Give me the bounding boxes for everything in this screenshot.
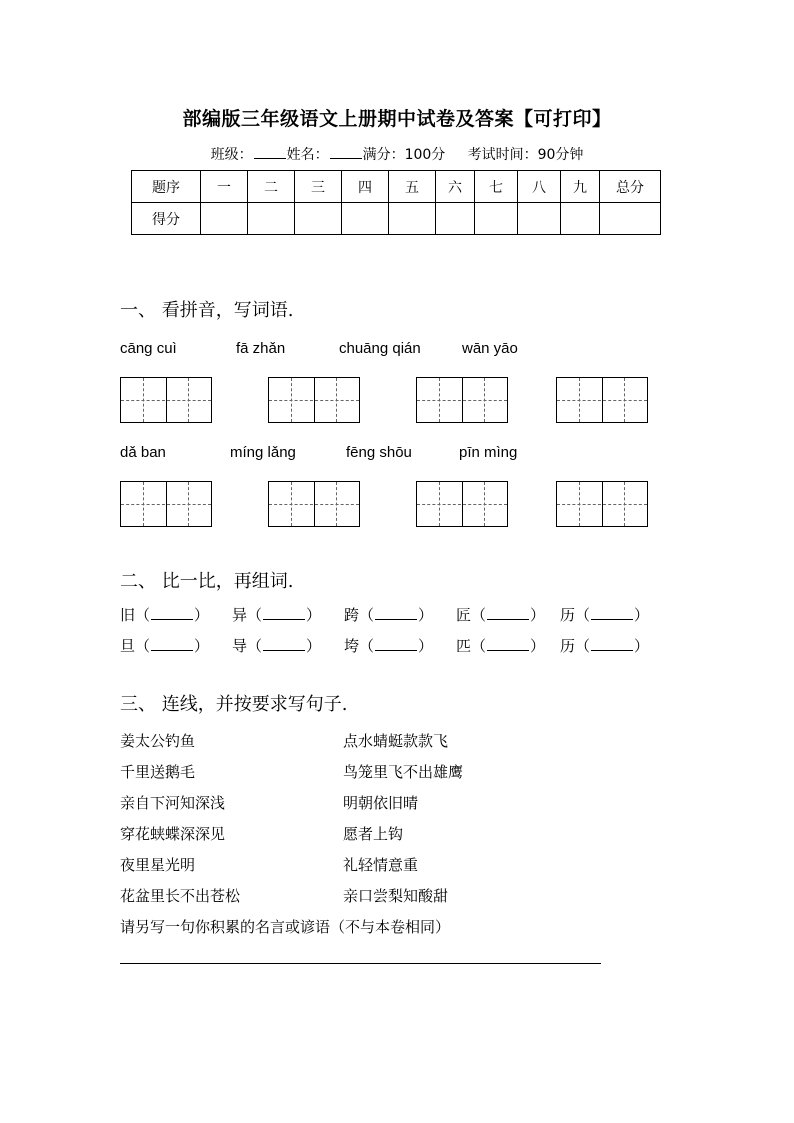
compare-char: 历 [560, 637, 576, 655]
left-phrase[interactable]: 夜里星光明 [120, 856, 196, 874]
compare-char: 旦 [120, 637, 136, 655]
header-cell: 二 [248, 171, 295, 203]
compare-char: 匹 [456, 637, 472, 655]
pinyin: fā zhǎn [236, 340, 286, 357]
answer-blank[interactable] [151, 638, 193, 651]
answer-blank[interactable] [375, 638, 417, 651]
compare-char: 旧 [120, 606, 136, 624]
compare-item: 匠（ ） [456, 606, 546, 624]
writing-grid[interactable] [416, 377, 508, 423]
right-phrase[interactable]: 愿者上钩 [343, 825, 404, 843]
answer-blank[interactable] [263, 607, 305, 620]
pinyin: pīn mìng [459, 444, 518, 461]
header-cell: 九 [561, 171, 600, 203]
score-cell[interactable] [475, 203, 518, 235]
score-cell[interactable] [600, 203, 661, 235]
compare-item: 异（ ） [232, 606, 322, 624]
right-phrase[interactable]: 明朝依旧晴 [343, 794, 419, 812]
header-cell: 四 [342, 171, 389, 203]
writing-prompt: 请另写一句你积累的名言或谚语（不与本卷相同） [120, 918, 451, 936]
compare-item: 旧（ ） [120, 606, 210, 624]
section1-heading: 一、 看拼音，写词语. [120, 300, 294, 321]
left-phrase[interactable]: 穿花蛱蝶深深见 [120, 825, 226, 843]
score-cell[interactable] [518, 203, 561, 235]
answer-blank[interactable] [263, 638, 305, 651]
class-label: 班级： [210, 147, 253, 163]
writing-grid[interactable] [120, 481, 212, 527]
compare-item: 跨（ ） [344, 606, 434, 624]
compare-item: 匹（ ） [456, 637, 546, 655]
pinyin: míng lǎng [230, 444, 296, 461]
name-blank[interactable] [330, 146, 362, 159]
right-phrase[interactable]: 点水蜻蜓款款飞 [343, 732, 449, 750]
compare-char: 异 [232, 606, 248, 624]
score-header-row [132, 171, 661, 203]
answer-line[interactable] [120, 963, 601, 964]
writing-grid[interactable] [416, 481, 508, 527]
writing-grid[interactable] [268, 481, 360, 527]
answer-blank[interactable] [487, 638, 529, 651]
compare-item: 旦（ ） [120, 637, 210, 655]
header-cell: 三 [295, 171, 342, 203]
writing-grid[interactable] [268, 377, 360, 423]
header-cell: 总分 [600, 171, 661, 203]
header-cell: 题序 [132, 171, 201, 203]
compare-char: 历 [560, 606, 576, 624]
score-cell[interactable] [342, 203, 389, 235]
class-blank[interactable] [254, 146, 286, 159]
right-phrase[interactable]: 鸟笼里飞不出雄鹰 [343, 763, 464, 781]
score-cell[interactable] [248, 203, 295, 235]
pinyin: chuāng qián [339, 340, 421, 357]
header-cell: 五 [389, 171, 436, 203]
answer-blank[interactable] [151, 607, 193, 620]
compare-char: 跨 [344, 606, 360, 624]
compare-item: 导（ ） [232, 637, 322, 655]
compare-char: 垮 [344, 637, 360, 655]
compare-item: 历（ ） [560, 606, 650, 624]
exam-time: 考试时间：90分钟 [467, 147, 584, 163]
answer-blank[interactable] [487, 607, 529, 620]
right-phrase[interactable]: 礼轻情意重 [343, 856, 419, 874]
right-phrase[interactable]: 亲口尝梨知酸甜 [343, 887, 449, 905]
pinyin: dǎ ban [120, 444, 166, 461]
full-score: 满分：100分 [362, 147, 446, 163]
compare-item: 历（ ） [560, 637, 650, 655]
page-title: 部编版三年级语文上册期中试卷及答案【可打印】 [182, 108, 612, 130]
pinyin: wān yāo [462, 340, 518, 357]
compare-char: 导 [232, 637, 248, 655]
answer-blank[interactable] [375, 607, 417, 620]
pinyin: fēng shōu [346, 444, 412, 461]
score-cell[interactable] [201, 203, 248, 235]
left-phrase[interactable]: 千里送鹅毛 [120, 763, 196, 781]
score-cell[interactable] [561, 203, 600, 235]
header-cell: 七 [475, 171, 518, 203]
score-cell[interactable] [436, 203, 475, 235]
header-cell: 六 [436, 171, 475, 203]
score-table [131, 170, 661, 235]
pinyin: cāng cuì [120, 340, 177, 357]
exam-info [0, 144, 794, 164]
left-phrase[interactable]: 姜太公钓鱼 [120, 732, 196, 750]
score-cell[interactable] [389, 203, 436, 235]
score-cell[interactable] [295, 203, 342, 235]
compare-char: 匠 [456, 606, 472, 624]
compare-item: 垮（ ） [344, 637, 434, 655]
header-cell: 一 [201, 171, 248, 203]
section2-heading: 二、 比一比，再组词. [120, 571, 294, 592]
score-row [132, 203, 661, 235]
writing-grid[interactable] [556, 377, 648, 423]
header-cell: 八 [518, 171, 561, 203]
left-phrase[interactable]: 亲自下河知深浅 [120, 794, 226, 812]
left-phrase[interactable]: 花盆里长不出苍松 [120, 887, 241, 905]
score-row-label: 得分 [132, 203, 201, 235]
answer-blank[interactable] [591, 607, 633, 620]
name-label: 姓名： [286, 147, 329, 163]
answer-blank[interactable] [591, 638, 633, 651]
writing-grid[interactable] [556, 481, 648, 527]
writing-grid[interactable] [120, 377, 212, 423]
section3-heading: 三、 连线，并按要求写句子. [120, 694, 348, 715]
